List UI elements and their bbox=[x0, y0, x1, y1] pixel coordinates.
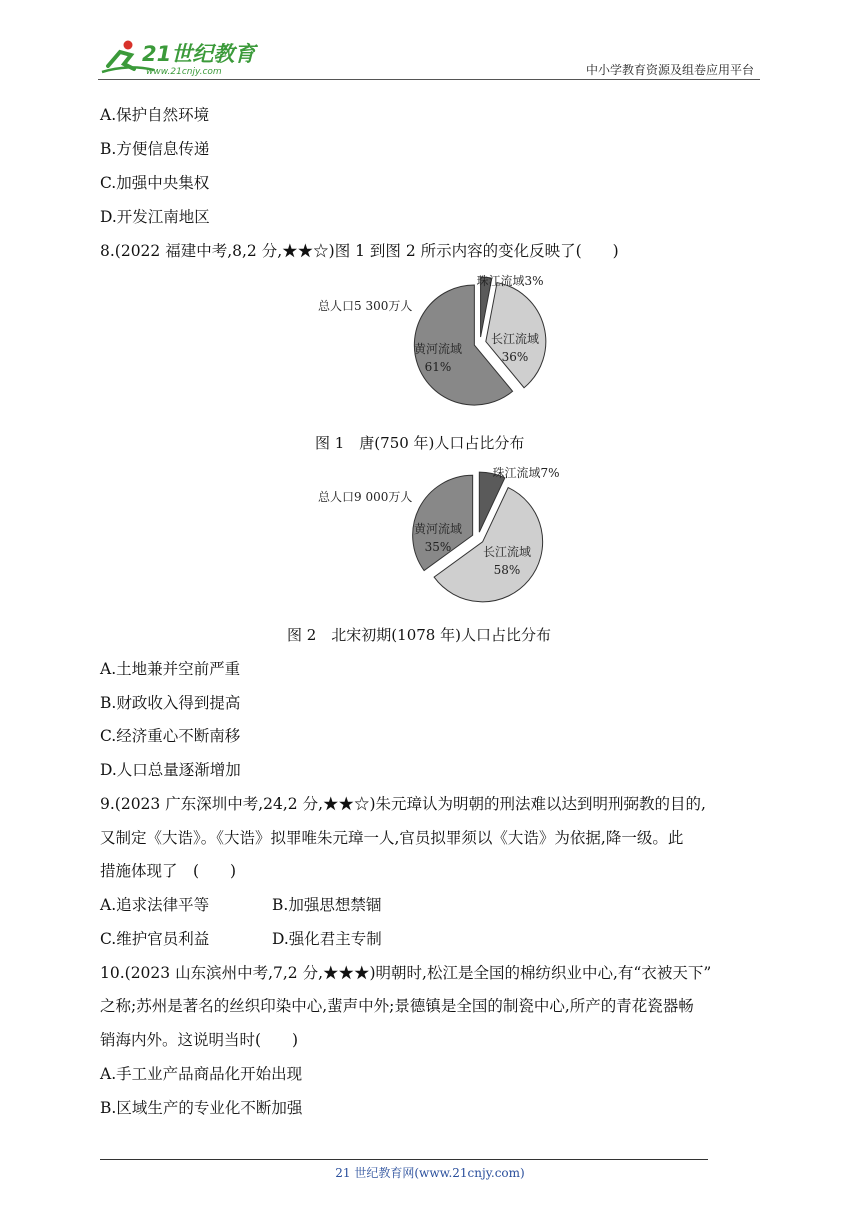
site-logo bbox=[98, 36, 258, 76]
q7-option-d: D.开发江南地区 bbox=[100, 208, 210, 226]
q10-option-a: A.手工业产品商品化开始出现 bbox=[100, 1065, 303, 1083]
q10-stem-line-2: 之称;苏州是著名的丝织印染中心,蜚声中外;景德镇是全国的制瓷中心,所产的青花瓷器畅 bbox=[100, 997, 694, 1015]
slice-label-3: 黄河流域 bbox=[413, 522, 463, 536]
q9-option-a: A.追求法律平等 bbox=[100, 896, 210, 914]
q9-option-c: C.维护官员利益 bbox=[100, 930, 210, 948]
q7-option-b: B.方便信息传递 bbox=[100, 140, 210, 158]
total-population-label: 总人口5 300万人 bbox=[318, 299, 413, 313]
q9-stem-line-1: 9.(2023 广东深圳中考,24,2 分,★★☆)朱元璋认为明朝的刑法难以达到明刑弼教的目的, bbox=[100, 795, 706, 813]
slice-label-3: 黄河流域 bbox=[413, 342, 463, 356]
q8-option-d: D.人口总量逐渐增加 bbox=[100, 761, 241, 779]
page-header bbox=[98, 36, 760, 80]
slice-label-2: 长江流域 bbox=[482, 545, 532, 559]
q8-option-c: C.经济重心不断南移 bbox=[100, 727, 241, 745]
total-population-label: 总人口9 000万人 bbox=[318, 490, 413, 504]
q9-stem-line-2: 又制定《大诰》。《大诰》拟罪唯朱元璋一人,官员拟罪须以《大诰》为依据,降一级。此 bbox=[100, 829, 684, 847]
slice-value-2: 36% bbox=[501, 350, 529, 364]
footer-divider bbox=[100, 1159, 708, 1160]
q10-stem-line-3: 销海内外。这说明当时( ) bbox=[100, 1031, 299, 1049]
q7-option-c: C.加强中央集权 bbox=[100, 174, 210, 192]
q7-option-a: A.保护自然环境 bbox=[100, 106, 210, 124]
q10-stem-line-1: 10.(2023 山东滨州中考,7,2 分,★★★)明朝时,松江是全国的棉纺织业中心,有“衣被天下” bbox=[100, 964, 712, 982]
slice-label-1: 珠江流域7% bbox=[492, 466, 560, 480]
slice-value-3: 35% bbox=[424, 540, 452, 554]
pie-chart-fig1 bbox=[300, 268, 560, 418]
slice-label-1: 珠江流域3% bbox=[476, 274, 544, 288]
slice-value-3: 61% bbox=[424, 360, 452, 374]
footer-text: 21 世纪教育网(www.21cnjy.com) bbox=[335, 1166, 525, 1180]
slice-label-2: 长江流域 bbox=[490, 332, 540, 346]
logo-text: 21世纪教育 bbox=[142, 42, 256, 66]
q8-stem: 8.(2022 福建中考,8,2 分,★★☆)图 1 到图 2 所示内容的变化反映了( ) bbox=[100, 242, 619, 260]
q10-option-b: B.区域生产的专业化不断加强 bbox=[100, 1099, 303, 1117]
pie-chart-fig2 bbox=[300, 463, 560, 613]
q8-option-a: A.土地兼并空前严重 bbox=[100, 660, 241, 678]
logo-url: www.21cnjy.com bbox=[146, 67, 222, 76]
q9-option-d: D.强化君主专制 bbox=[272, 930, 382, 948]
q8-option-b: B.财政收入得到提高 bbox=[100, 694, 241, 712]
q9-option-b: B.加强思想禁锢 bbox=[272, 896, 382, 914]
header-platform-text: 中小学教育资源及组卷应用平台 bbox=[585, 63, 754, 77]
fig2-caption: 图 2 北宋初期(1078 年)人口占比分布 bbox=[287, 626, 551, 644]
slice-value-2: 58% bbox=[493, 563, 521, 577]
q9-stem-line-3: 措施体现了 ( ) bbox=[100, 862, 237, 880]
header-divider bbox=[98, 79, 760, 80]
fig1-caption: 图 1 唐(750 年)人口占比分布 bbox=[315, 434, 525, 452]
